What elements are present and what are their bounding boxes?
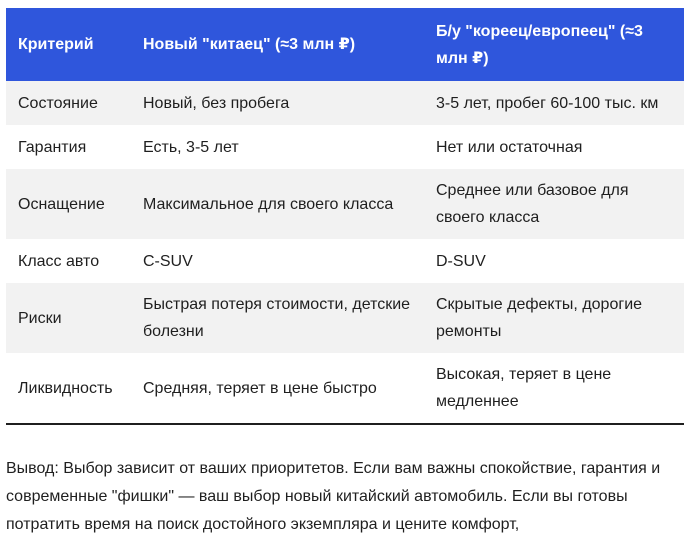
header-used-korean-european: Б/у "кореец/европеец" (≈3 млн ₽) <box>436 22 643 67</box>
table-row <box>6 169 684 239</box>
conclusion-paragraph: Вывод: Выбор зависит от ваших приоритетов. Если вам важны спокойствие, гарантия и современные "фишки" — ваш выбор новый китайский автомобиль. Если вы готовы потратить время на поиск достойного экземпляра и цените комфорт, <box>6 460 661 533</box>
row-criterion: Ликвидность <box>18 379 113 397</box>
row-new-chinese-value: Новый, без пробега <box>143 94 290 112</box>
row-criterion: Состояние <box>18 94 98 112</box>
row-used-value: Среднее или базовое для своего класса <box>436 182 629 226</box>
comparison-table-container <box>6 8 684 425</box>
row-criterion: Оснащение <box>18 195 105 213</box>
row-criterion: Гарантия <box>18 138 87 156</box>
row-criterion: Риски <box>18 309 62 327</box>
table-row <box>6 239 684 283</box>
table-row <box>6 283 684 353</box>
row-new-chinese-value: C-SUV <box>143 252 193 270</box>
comparison-table <box>6 8 684 425</box>
row-new-chinese-value: Есть, 3-5 лет <box>143 138 239 156</box>
table-row <box>6 353 684 424</box>
header-new-chinese: Новый "китаец" (≈3 млн ₽) <box>143 36 356 53</box>
row-used-value: Нет или остаточная <box>436 138 583 156</box>
table-row <box>6 81 684 125</box>
header-criterion: Критерий <box>18 36 94 53</box>
row-used-value: Высокая, теряет в цене медленнее <box>436 366 612 410</box>
table-body <box>6 81 684 424</box>
table-row <box>6 125 684 169</box>
row-used-value: Скрытые дефекты, дорогие ремонты <box>436 296 643 340</box>
table-header-row <box>6 8 684 81</box>
row-new-chinese-value: Максимальное для своего класса <box>143 195 394 213</box>
row-used-value: D-SUV <box>436 252 486 270</box>
row-new-chinese-value: Быстрая потеря стоимости, детские болезни <box>143 296 411 340</box>
row-new-chinese-value: Средняя, теряет в цене быстро <box>143 379 377 397</box>
row-used-value: 3-5 лет, пробег 60-100 тыс. км <box>436 94 659 112</box>
row-criterion: Класс авто <box>18 252 100 270</box>
table-header <box>6 8 684 81</box>
